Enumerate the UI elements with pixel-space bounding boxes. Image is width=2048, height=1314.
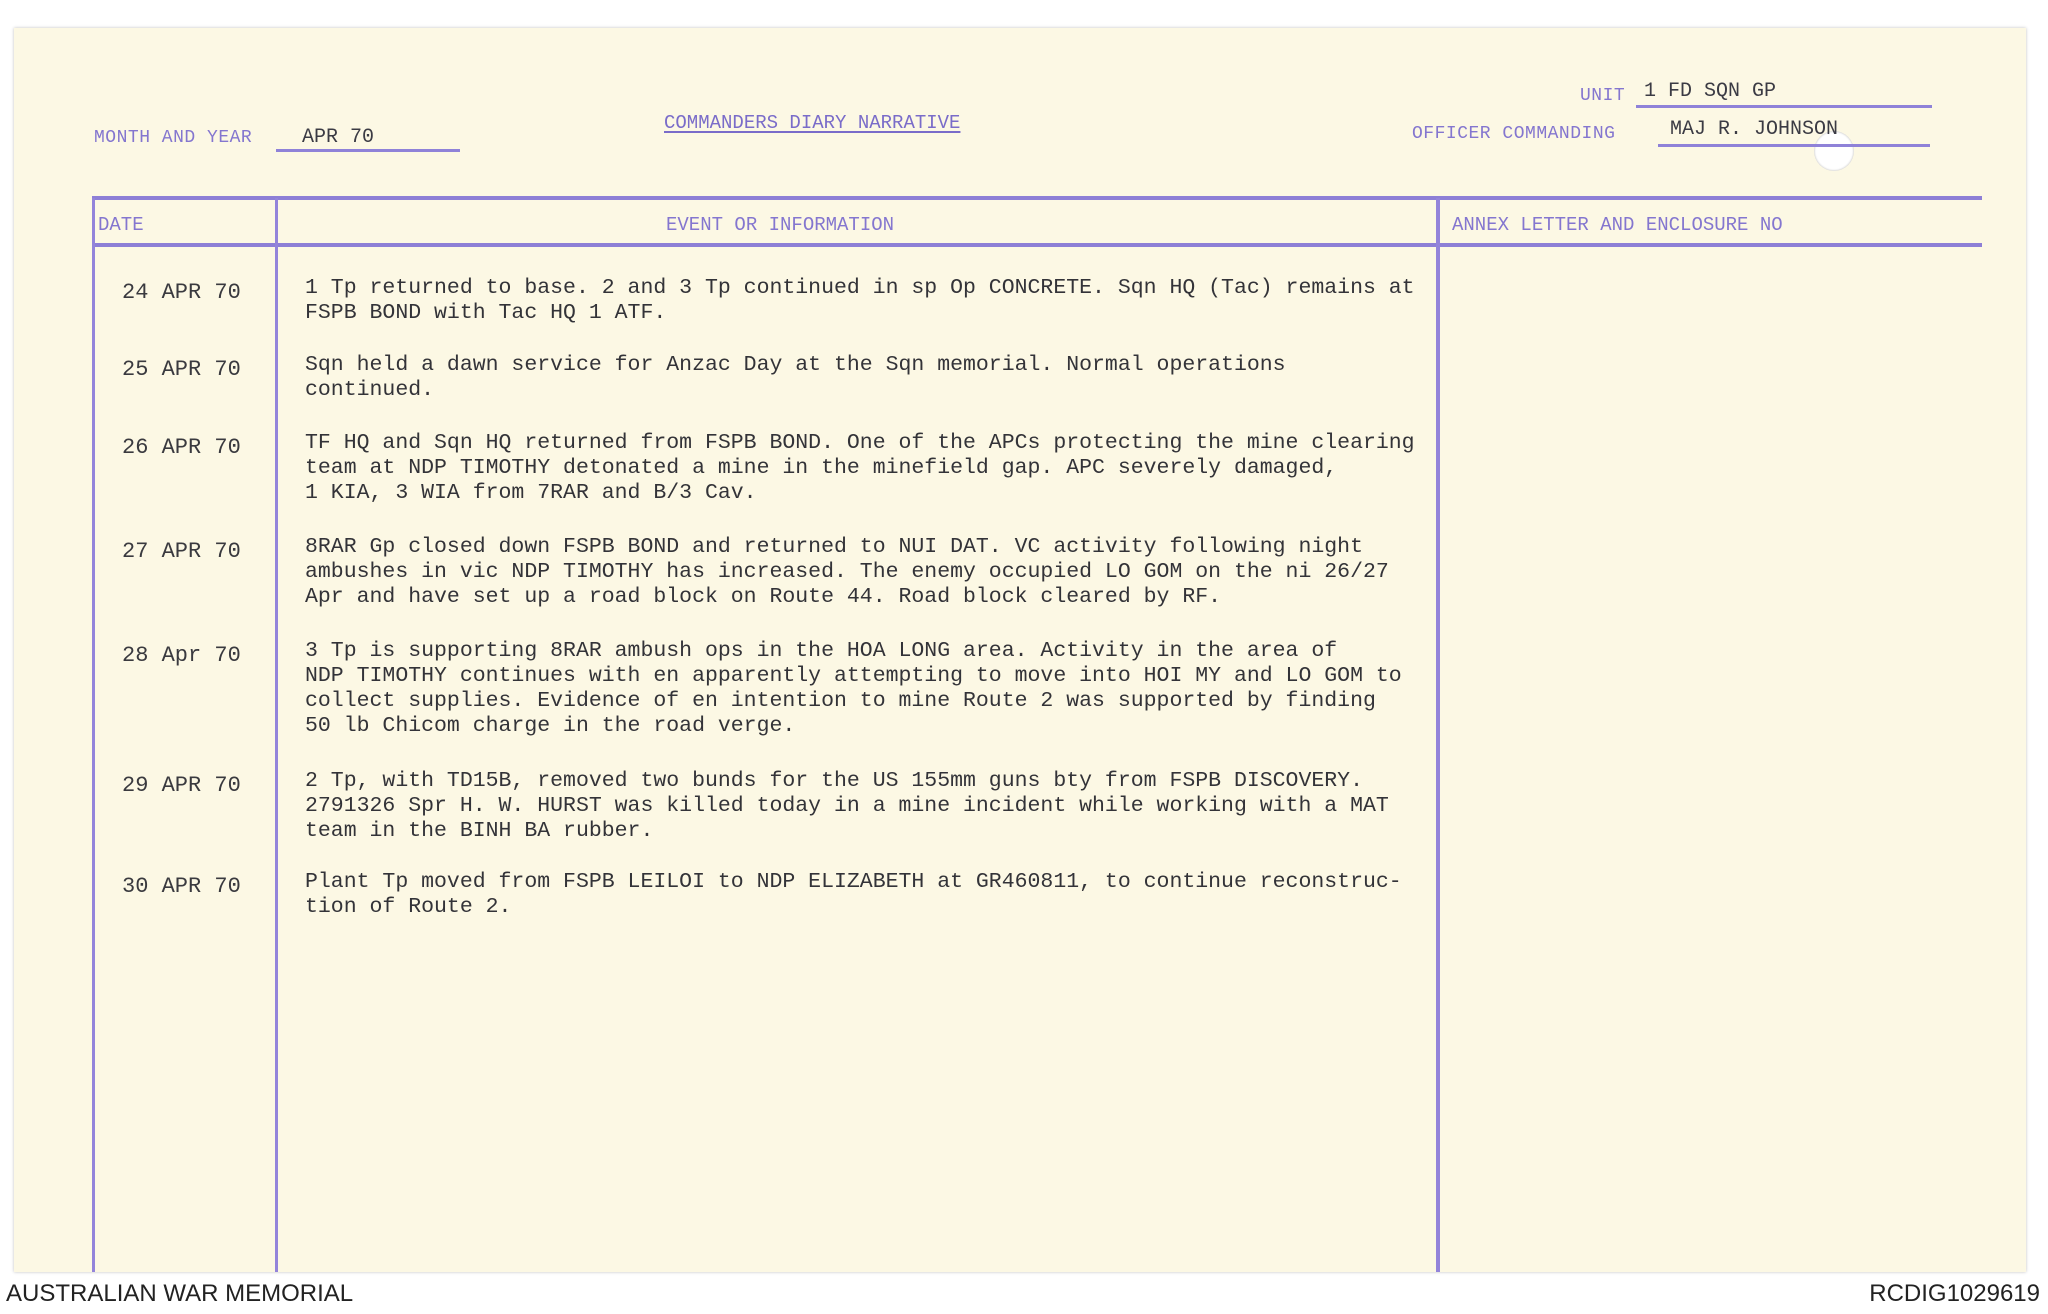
entry-text: 1 Tp returned to base. 2 and 3 Tp continued in sp Op CONCRETE. Sqn HQ (Tac) remains at FSPB BOND with Tac HQ 1 ATF. [305,276,1415,325]
officer-value: MAJ R. JOHNSON [1670,118,1839,141]
unit-value: 1 FD SQN GP [1644,80,1777,103]
unit-label: UNIT [1580,86,1626,106]
entry-date: 29 APR 70 [122,773,241,798]
entry-text: Plant Tp moved from FSPB LEILOI to NDP ELIZABETH at GR460811, to continue reconstruc- tion of Route 2. [305,870,1402,919]
table-top-rule [92,196,1982,200]
month-year-value: APR 70 [302,126,375,149]
table-header-rule [92,243,1982,247]
entry-text: Sqn held a dawn service for Anzac Day at the Sqn memorial. Normal operations continued. [305,353,1286,402]
entry-date: 27 APR 70 [122,539,241,564]
entry-date: 24 APR 70 [122,280,241,305]
footer-archive-name: AUSTRALIAN WAR MEMORIAL [6,1280,354,1307]
column-header-date: DATE [98,214,144,236]
officer-label: OFFICER COMMANDING [1412,124,1616,144]
entry-date: 26 APR 70 [122,435,241,460]
page-title: COMMANDERS DIARY NARRATIVE [664,112,961,134]
entry-date: 28 Apr 70 [122,643,241,668]
month-year-underline [276,149,460,152]
entry-text: 3 Tp is supporting 8RAR ambush ops in the HOA LONG area. Activity in the area of NDP TIMOTHY continues with en apparently attempting to move into HOI MY and LO GOM to collect supplies. Evidence of en intention to mine Route 2 was supported by finding 50 lb Chicom charge in the road verge. [305,639,1402,738]
table-left-border [92,198,95,1272]
month-year-label: MONTH AND YEAR [94,128,253,148]
annex-column-divider [1436,198,1440,1272]
column-header-event: EVENT OR INFORMATION [666,214,895,236]
column-header-annex: ANNEX LETTER AND ENCLOSURE NO [1452,214,1783,236]
entry-text: 8RAR Gp closed down FSPB BOND and returned to NUI DAT. VC activity following night ambushes in vic NDP TIMOTHY has increased. The enemy occupied LO GOM on the ni 26/27 Apr and have set up a road block on Route 44. Road block cleared by RF. [305,535,1389,609]
date-column-divider [275,198,278,1272]
entry-text: 2 Tp, with TD15B, removed two bunds for the US 155mm guns bty from FSPB DISCOVERY. 2791326 Spr H. W. HURST was killed today in a mine incident while working with a MAT team in the BINH BA rubber. [305,769,1389,843]
officer-underline [1658,144,1930,147]
unit-underline [1636,105,1932,108]
entry-date: 25 APR 70 [122,357,241,382]
footer-record-id: RCDIG1029619 [1869,1280,2040,1307]
entry-text: TF HQ and Sqn HQ returned from FSPB BOND. One of the APCs protecting the mine clearing team at NDP TIMOTHY detonated a mine in the minefield gap. APC severely damaged, 1 KIA, 3 WIA from 7RAR and B/3 Cav. [305,431,1415,505]
entry-date: 30 APR 70 [122,874,241,899]
